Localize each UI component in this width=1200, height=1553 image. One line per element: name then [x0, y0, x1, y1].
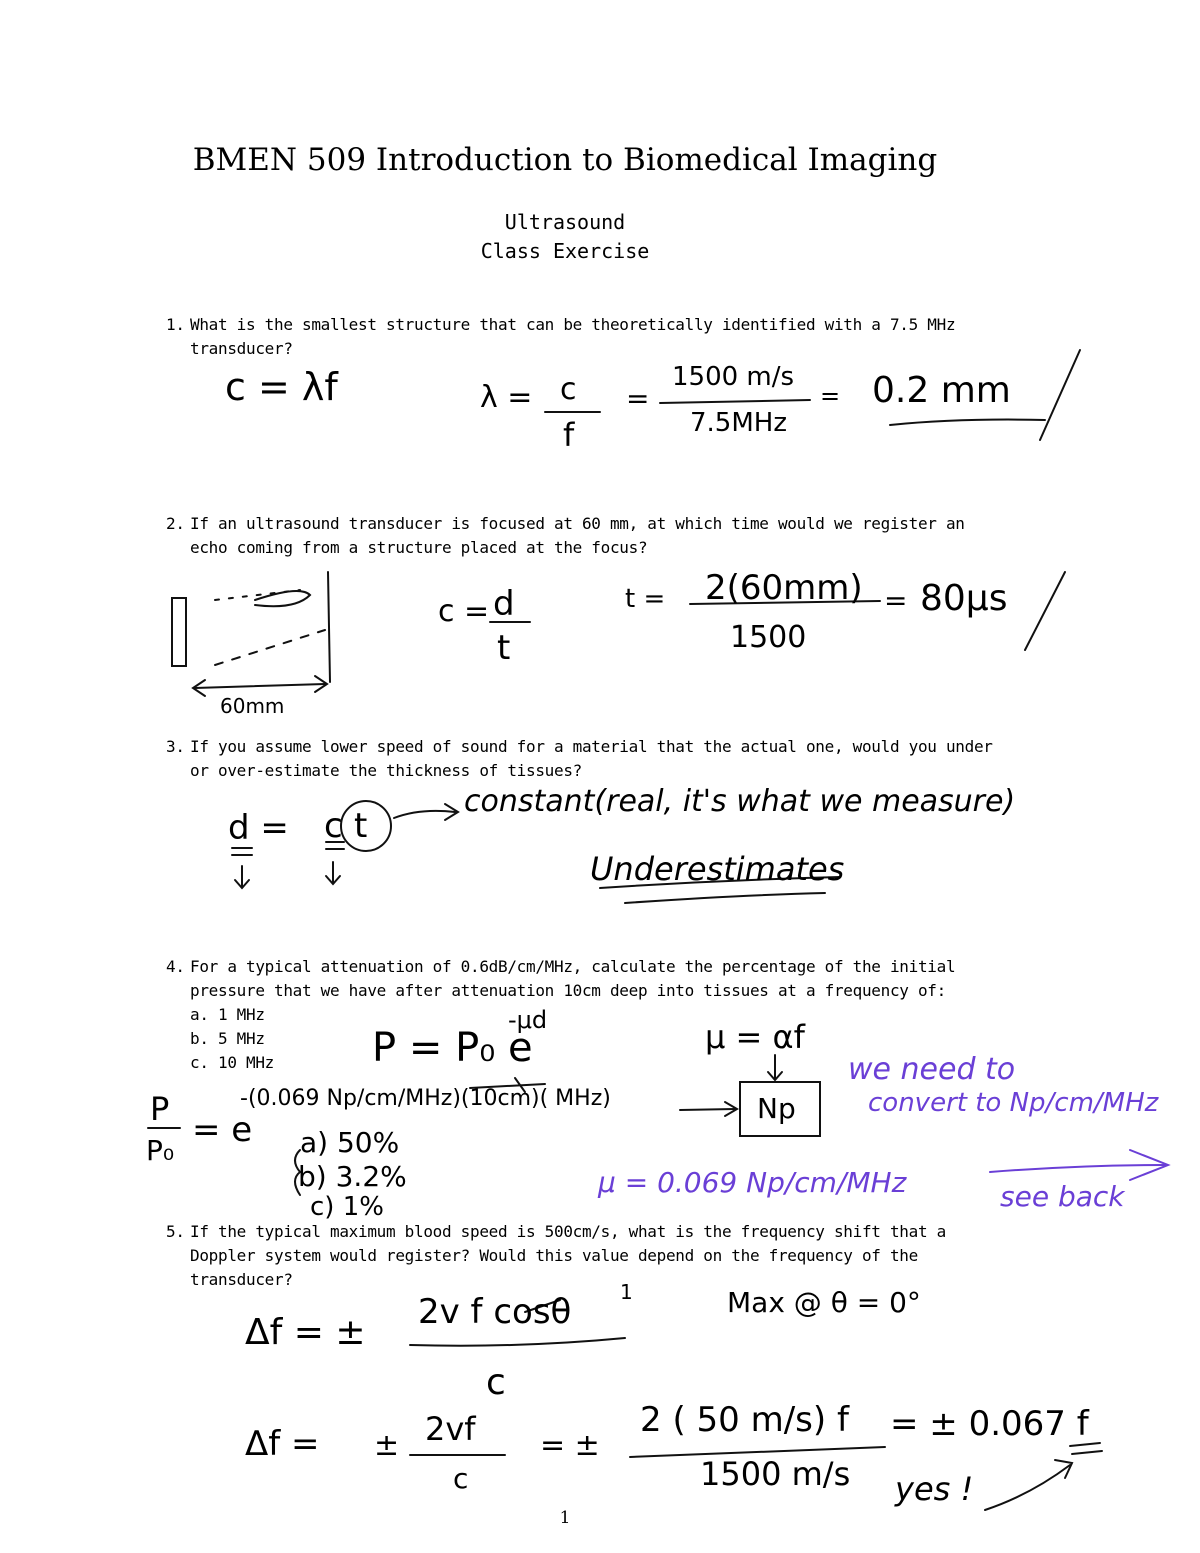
q4-note-line-1: we need to — [848, 1052, 1016, 1087]
q4-eq2: μ = αf — [705, 1018, 805, 1056]
q5-num-3: 2 ( 50 m/s) f — [640, 1400, 849, 1440]
q4-ratio-num: P — [150, 1090, 170, 1128]
q1-equals: = — [626, 382, 650, 415]
q3-arrow — [394, 811, 455, 818]
q5-pm-1: ± — [374, 1428, 400, 1463]
q4-answer-a: a) 50% — [300, 1126, 400, 1159]
page-number: 1 — [559, 1508, 571, 1528]
q4-eq1: P = P₀ e — [372, 1025, 533, 1071]
q5-max-note: Max @ θ = 0° — [727, 1286, 921, 1319]
q5-num-1: 2v f cosθ — [418, 1292, 572, 1332]
q4-mu-arrow — [768, 1055, 782, 1080]
q4-see-back: see back — [1000, 1180, 1125, 1213]
question-number: 5. — [166, 1222, 185, 1241]
q5-double-line-2 — [1072, 1451, 1102, 1454]
q5-num-1-sup: 1 — [620, 1280, 633, 1304]
q2-result: 80μs — [920, 578, 1008, 619]
q1-eq3-den: 7.5MHz — [690, 408, 787, 438]
q3-circled-t: t — [354, 806, 368, 846]
q5-equals-pm: = ± — [540, 1428, 600, 1463]
question-number: 2. — [166, 514, 185, 533]
q1-eq2-den: f — [563, 416, 575, 454]
q4-ratio-eq: = e — [192, 1110, 253, 1150]
q5-den-1: c — [486, 1362, 506, 1403]
q2-beam-2 — [215, 630, 325, 665]
option-a: a. 1 MHz — [190, 1005, 265, 1024]
question-text: What is the smallest structure that can be theoretically identified with a 7.5 MHz transducer? — [190, 315, 956, 358]
q1-eq1: c = λf — [225, 365, 338, 409]
page-subtitle: Ultrasound — [504, 210, 626, 234]
q5-yes-arrow — [985, 1465, 1070, 1510]
question-text: If an ultrasound transducer is focused at 60 mm, at which time would we register an echo coming from a structure placed at the focus? — [190, 514, 965, 557]
q3-down-arrow-c — [326, 862, 340, 884]
q5-result: = ± 0.067 f — [890, 1404, 1089, 1444]
q5-lhs-2: Δf = — [245, 1424, 320, 1464]
q5-yes: yes ! — [895, 1470, 974, 1508]
q4-ratio-den: P₀ — [146, 1134, 175, 1167]
q2-eq2-lhs: t = — [625, 584, 666, 614]
question-number: 1. — [166, 315, 185, 334]
q2-distance-label: 60mm — [220, 694, 285, 718]
question-number: 3. — [166, 737, 185, 756]
q3-underline-2 — [625, 893, 825, 903]
q4-np-label: Np — [757, 1092, 796, 1125]
q2-equals: = — [884, 584, 908, 617]
q3-note: constant(real, it's what we measure) — [464, 784, 1016, 819]
q2-wall-line — [328, 572, 330, 682]
option-b: b. 5 MHz — [190, 1029, 265, 1048]
q2-eq2-den: 1500 — [730, 620, 807, 655]
q2-eq2-num: 2(60mm) — [705, 568, 863, 608]
q1-eq2-num: c — [560, 372, 577, 407]
q1-result: 0.2 mm — [872, 370, 1011, 411]
q1-eq3-num: 1500 m/s — [672, 362, 795, 392]
q2-focus-loop — [255, 591, 310, 606]
q2-check-mark — [1025, 572, 1065, 650]
q5-den-3: 1500 m/s — [700, 1455, 851, 1493]
q3-down-arrow-d — [235, 866, 249, 888]
q5-fraction-bar-1 — [410, 1338, 625, 1346]
q2-distance-arrow — [195, 684, 325, 688]
q1-equals-2: = — [820, 382, 841, 410]
page-subtitle-2: Class Exercise — [480, 239, 650, 263]
q3-lhs: d = — [228, 808, 289, 848]
q4-note-line-2: convert to Np/cm/MHz — [868, 1088, 1159, 1118]
q4-answer-c: c) 1% — [310, 1192, 384, 1222]
q1-check-mark — [1040, 350, 1080, 440]
question-text: If you assume lower speed of sound for a material that the actual one, would you under or over-estimate the thickness of tissues? — [190, 737, 993, 780]
q3-answer: Underestimates — [590, 850, 845, 888]
q1-eq2-lhs: λ = — [480, 380, 533, 415]
q5-num-2: 2vf — [425, 1410, 476, 1448]
question-number: 4. — [166, 957, 185, 976]
q2-transducer-sketch — [172, 598, 186, 666]
q1-underline — [890, 420, 1045, 425]
q4-np-arrow — [680, 1109, 735, 1110]
q4-eq1-exp: -μd — [508, 1006, 548, 1034]
q5-den-2: c — [453, 1462, 469, 1495]
page-title: BMEN 509 Introduction to Biomedical Imaging — [192, 142, 938, 178]
q2-eq1-num: d — [493, 584, 515, 624]
q2-eq1-den: t — [497, 628, 511, 668]
option-c: c. 10 MHz — [190, 1053, 274, 1072]
q3-rhs: c — [324, 806, 343, 846]
q4-answer-b: b) 3.2% — [298, 1160, 407, 1193]
q4-exponent: -(0.069 Np/cm/MHz)(10cm)( MHz) — [240, 1086, 611, 1111]
q5-lhs-1: Δf = ± — [245, 1312, 366, 1353]
q4-mu-value: μ = 0.069 Np/cm/MHz — [598, 1166, 907, 1199]
q1-fraction-bar-2 — [660, 400, 810, 403]
question-text: For a typical attenuation of 0.6dB/cm/MHz, calculate the percentage of the initial pressure that we have after attenuation 10cm deep into tissues at a frequency of: — [190, 957, 956, 1000]
question-text: If the typical maximum blood speed is 500cm/s, what is the frequency shift that a Doppler system would register? Would this value depend on the frequency of the transducer? — [190, 1222, 946, 1289]
q2-eq1-lhs: c = — [438, 594, 490, 629]
q4-see-back-arrow — [990, 1165, 1165, 1172]
